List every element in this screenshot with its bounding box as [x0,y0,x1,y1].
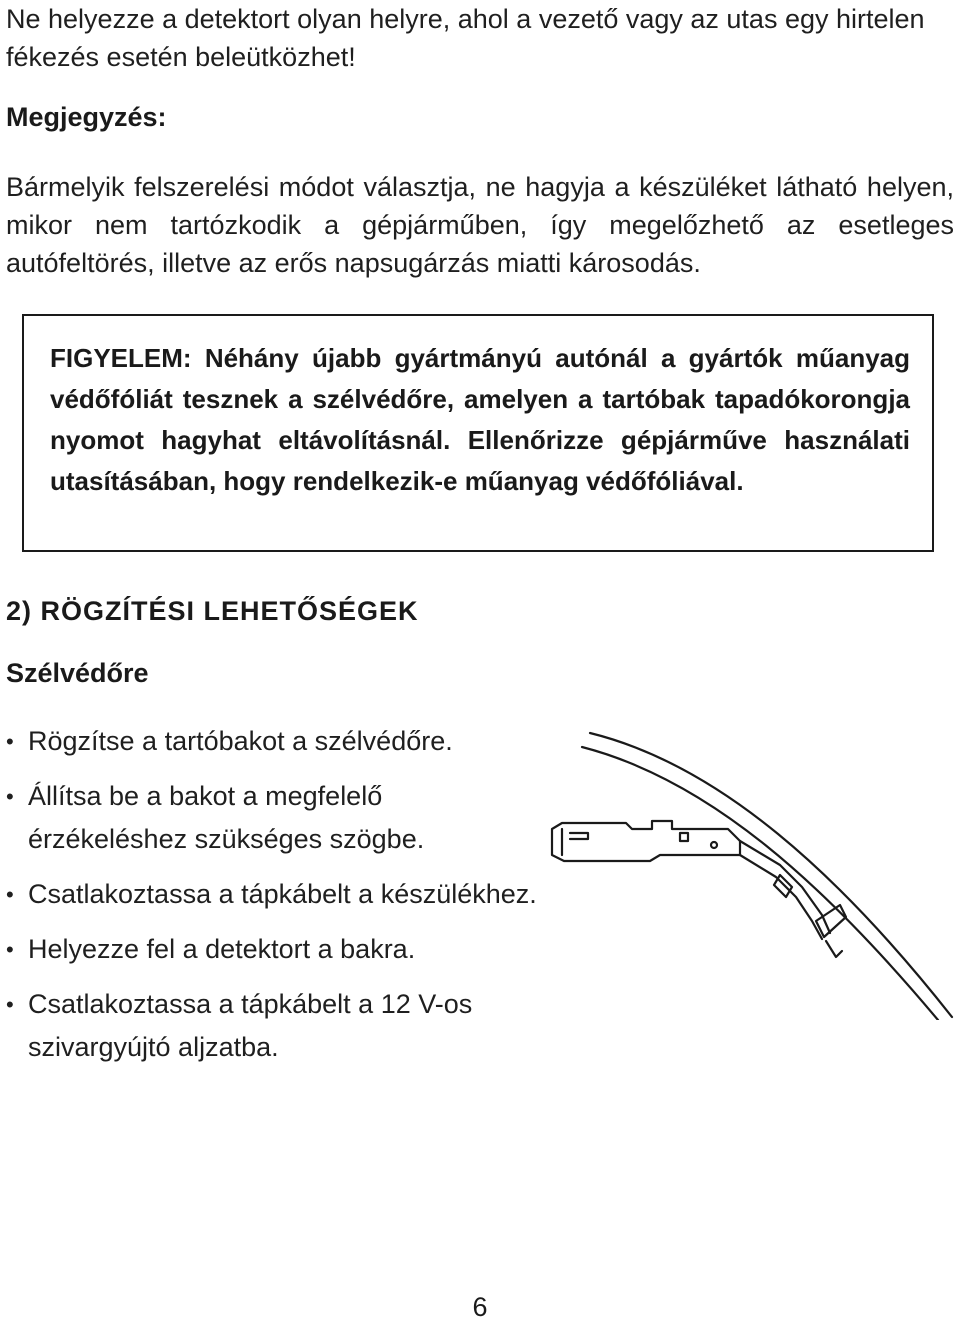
installation-steps-list [0,720,540,1081]
step-text: Állítsa be a bakot a megfelelő érzékeléshez szükséges szögbe. [28,781,425,854]
mount-clip [826,941,842,957]
warning-text: FIGYELEM: Néhány újabb gyártmányú autónál a gyártók műanyag védőfóliát tesznek a szélvédőre, amelyen a tartóbak tapadókorongja nyomot hagyhat eltávolításnál. Ellenőrizze gépjárműve használati utasításában, hogy rendelkezik-e műanyag védőfóliával. [50,343,910,496]
bullet-icon: • [6,937,14,962]
windshield-mount-illustration [540,725,960,1020]
section-title: 2) RÖGZÍTÉSI LEHETŐSÉGEK [6,596,419,626]
intro-warning-text: Ne helyezze a detektort olyan helyre, ahol a vezető vagy az utas egy hirtelen fékezés esetén beleütközhet! [6,4,925,72]
list-item [0,873,540,916]
list-item [0,983,540,1069]
step-text: Helyezze fel a detektort a bakra. [28,934,416,964]
suction-cup-base [816,905,846,937]
note-body: Bármelyik felszerelési módot választja, ne hagyja a készüléket látható helyen, mikor nem tartózkodik a gépjárműben, így megelőzhető az esetleges autófeltörés, illetve az erős napsugárzás miatti károsodás. [6,172,954,278]
subsection-title: Szélvédőre [6,658,149,688]
page-number: 6 [472,1292,488,1322]
detector-led [711,842,717,848]
bullet-icon: • [6,729,14,754]
radar-detector-body [552,821,740,861]
bullet-icon: • [6,882,14,907]
list-item [0,928,540,971]
detector-button [680,833,688,841]
step-text: Csatlakoztassa a tápkábelt a 12 V-os szivargyújtó aljzatba. [28,989,473,1062]
note-heading: Megjegyzés: [6,102,167,132]
list-item [0,775,540,861]
step-text: Csatlakoztassa a tápkábelt a készülékhez. [28,879,537,909]
windshield-inner-curve [582,747,938,1020]
step-text: Rögzítse a tartóbakot a szélvédőre. [28,726,453,756]
bullet-icon: • [6,992,14,1017]
detector-slot [570,833,588,839]
warning-box [22,314,934,552]
bullet-icon: • [6,784,14,809]
list-item [0,720,540,763]
